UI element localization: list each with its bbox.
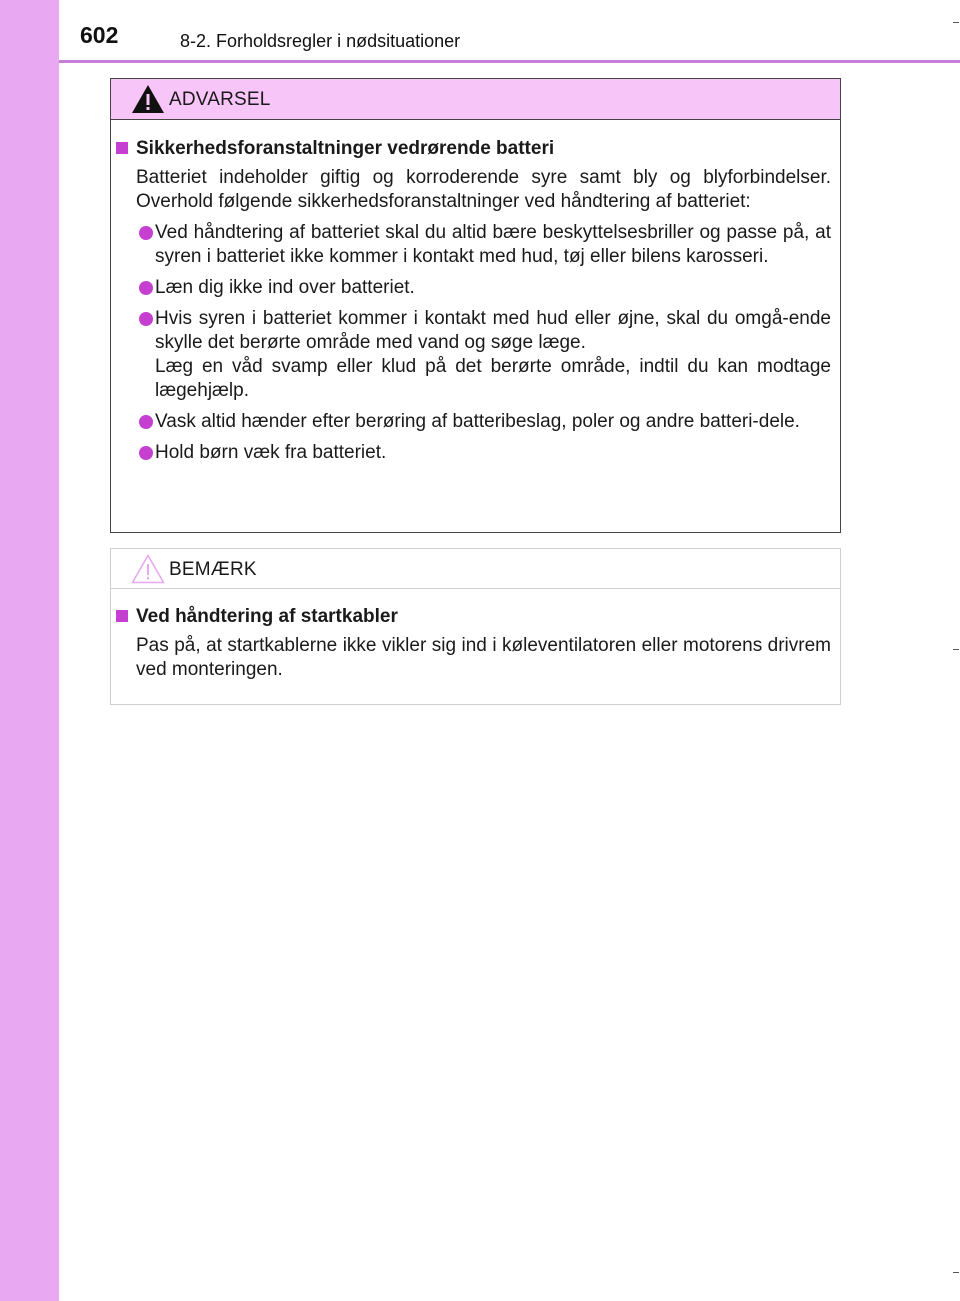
crop-mark xyxy=(953,1272,959,1273)
note-label: BEMÆRK xyxy=(169,559,257,580)
list-item xyxy=(116,441,831,465)
list-item-text: Vask altid hænder efter berøring af batteribeslag, poler og andre batteri-dele. xyxy=(155,411,800,432)
square-bullet-icon xyxy=(116,142,128,154)
square-bullet-icon xyxy=(116,610,128,622)
warning-section-title xyxy=(116,137,831,161)
chapter-title: 8-2. Forholdsregler i nødsituationer xyxy=(180,31,461,51)
list-item xyxy=(116,276,831,300)
round-bullet-icon xyxy=(139,446,153,460)
round-bullet-icon xyxy=(139,281,153,295)
section-title-text: Sikkerhedsforanstaltninger vedrørende batteri xyxy=(136,138,555,159)
round-bullet-icon xyxy=(139,415,153,429)
round-bullet-icon xyxy=(139,312,153,326)
note-header xyxy=(111,549,840,589)
warning-header xyxy=(111,79,840,120)
side-color-strip xyxy=(0,0,59,1301)
list-item xyxy=(116,221,831,269)
list-item-text: Ved håndtering af batteriet skal du altid bære beskyttelsesbriller og passe på, at syren i batteriet ikke kommer i kontakt med hud, tøj eller bilens karosseri. xyxy=(155,222,831,267)
section-title-text: Ved håndtering af startkabler xyxy=(136,606,398,627)
note-section-title xyxy=(116,605,831,629)
caution-outline-icon xyxy=(131,554,165,584)
note-section xyxy=(116,605,831,682)
list-item xyxy=(116,410,831,434)
note-box xyxy=(110,548,841,705)
list-item-text: Læn dig ikke ind over batteriet. xyxy=(155,277,415,298)
list-item-text: Hvis syren i batteriet kommer i kontakt med hud eller øjne, skal du omgå-ende skylle det berørte område med vand og søge læge. xyxy=(155,308,831,353)
warning-section xyxy=(116,137,831,465)
warning-triangle-icon xyxy=(131,84,165,114)
crop-mark xyxy=(953,22,959,23)
round-bullet-icon xyxy=(139,226,153,240)
page-number: 602 xyxy=(80,22,119,48)
list-item xyxy=(116,307,831,403)
list-item-text: Hold børn væk fra batteriet. xyxy=(155,442,387,463)
crop-mark xyxy=(953,649,959,650)
note-text: Pas på, at startkablerne ikke vikler sig ind i køleventilatoren eller motorens drivrem ved monteringen. xyxy=(136,635,831,680)
warning-intro: Batteriet indeholder giftig og korroderende syre samt bly og blyforbindelser. Overhold følgende sikkerhedsforanstaltninger ved håndtering af batteriet: xyxy=(136,167,831,212)
warning-box xyxy=(110,78,841,533)
warning-label: ADVARSEL xyxy=(169,89,271,110)
list-item-extra-text: Læg en våd svamp eller klud på det berørte område, indtil du kan modtage lægehjælp. xyxy=(155,356,831,401)
header-divider xyxy=(59,60,960,63)
